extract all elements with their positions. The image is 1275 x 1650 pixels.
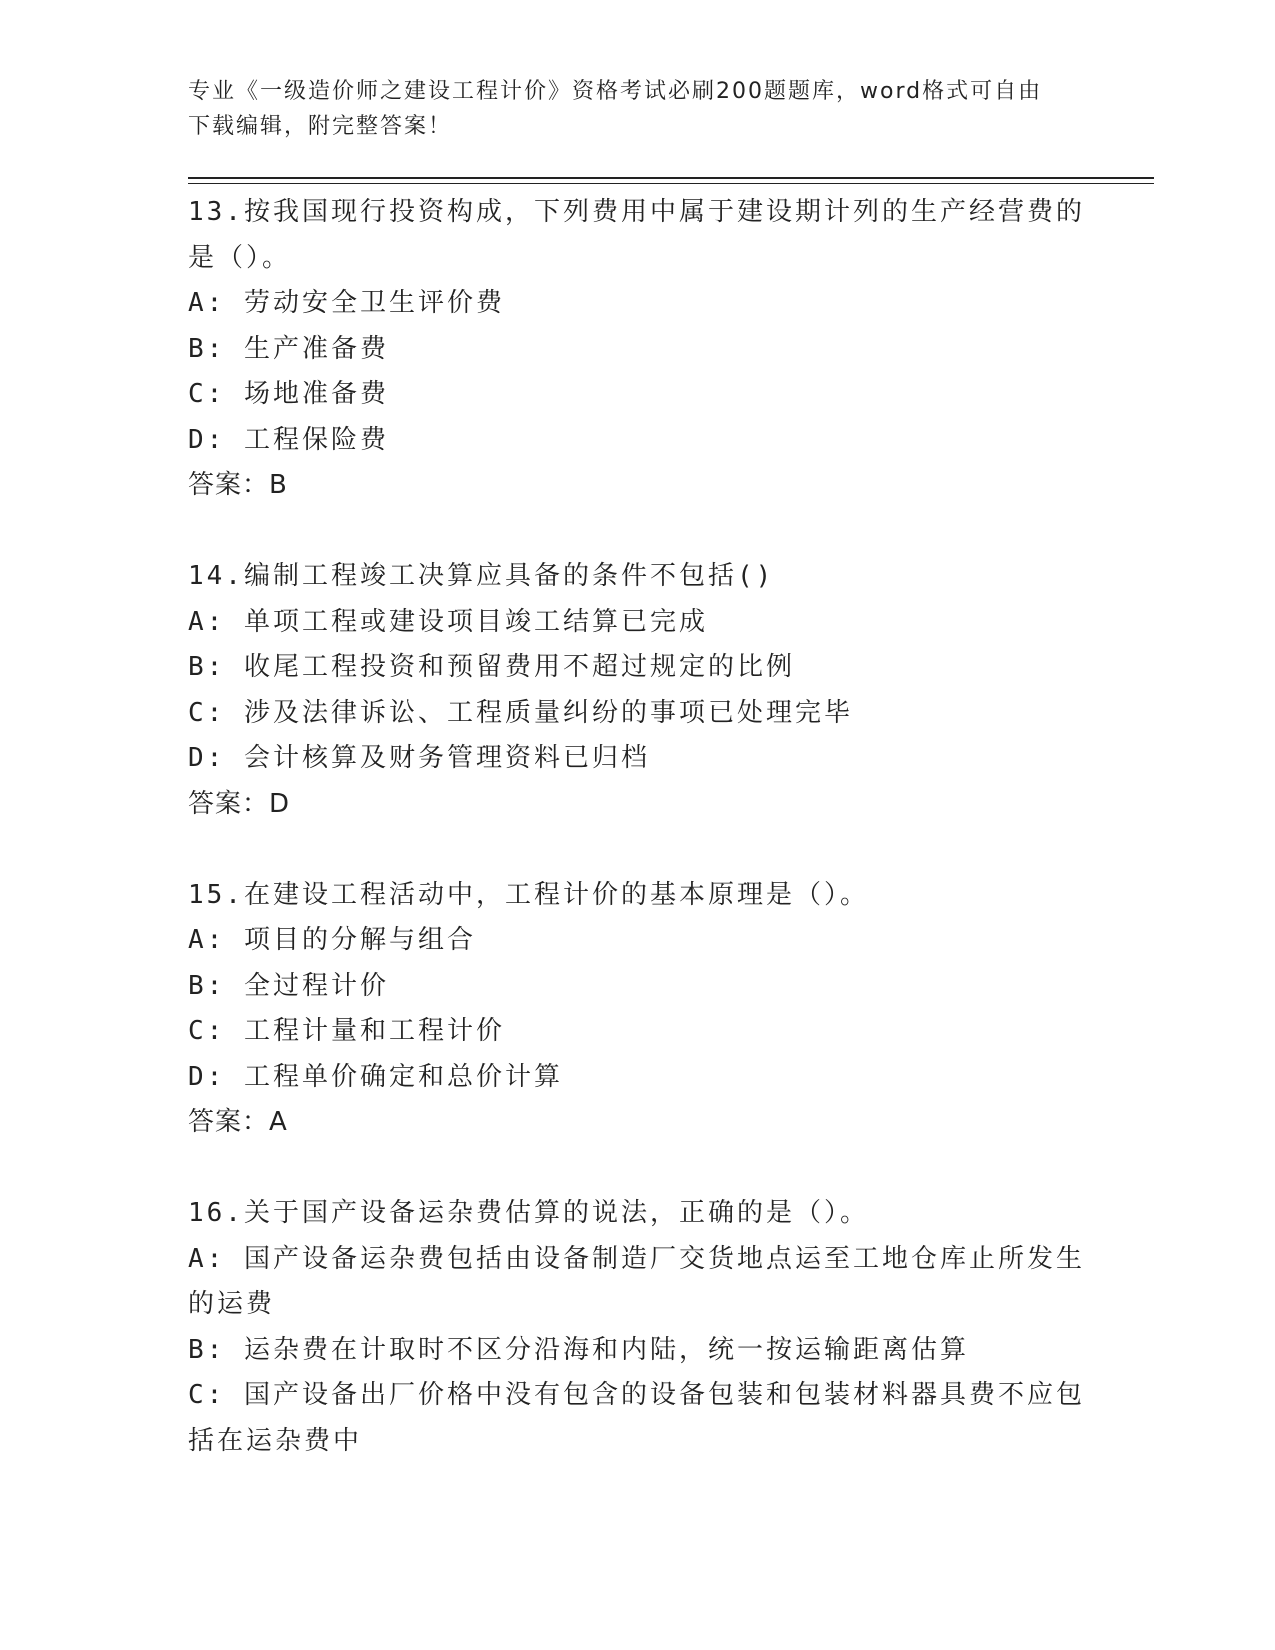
option-d: D: 工程保险费 [188,424,389,455]
question-stem: 13.按我国现行投资构成，下列费用中属于建设期计列的生产经营费的 [188,197,1085,227]
header-divider-thin [188,183,1154,184]
question-stem-cont: 是（）。 [188,242,292,273]
answer: 答案：B [188,470,288,500]
option-d: D: 工程单价确定和总价计算 [188,1061,563,1092]
option-a: A: 国产设备运杂费包括由设备制造厂交货地点运至工地仓库止所发生 [188,1243,1085,1274]
option-a: A: 劳动安全卫生评价费 [188,288,505,318]
document-header [188,74,1088,144]
header-line-1: 专业《一级造价师之建设工程计价》资格考试必刷200题题库，word格式可自由 [188,79,1043,104]
answer: 答案：A [188,1107,288,1137]
header-line-2: 下载编辑，附完整答案！ [188,114,453,139]
option-b: B: 收尾工程投资和预留费用不超过规定的比例 [188,652,795,682]
option-c: C: 国产设备出厂价格中没有包含的设备包装和包装材料器具费不应包 [188,1380,1085,1410]
question-15 [188,873,1088,1146]
spacer [188,1146,1088,1192]
option-b: B: 全过程计价 [188,970,389,1001]
option-c: C: 涉及法律诉讼、工程质量纠纷的事项已处理完毕 [188,697,853,728]
spacer [188,827,1088,873]
spacer [188,509,1088,555]
option-a: A: 项目的分解与组合 [188,925,476,955]
option-b: B: 运杂费在计取时不区分沿海和内陆，统一按运输距离估算 [188,1334,969,1365]
option-c: C: 场地准备费 [188,379,389,409]
header-divider-thick [188,177,1154,179]
question-16 [188,1191,1088,1464]
question-14 [188,554,1088,827]
option-d: D: 会计核算及财务管理资料已归档 [188,743,650,773]
question-list [188,190,1088,1464]
option-c-cont: 括在运杂费中 [188,1425,363,1456]
question-stem: 14.编制工程竣工决算应具备的条件不包括() [188,561,775,591]
question-stem: 15.在建设工程活动中，工程计价的基本原理是（）。 [188,879,869,910]
option-a: A: 单项工程或建设项目竣工结算已完成 [188,606,708,637]
option-b: B: 生产准备费 [188,333,389,364]
question-13 [188,190,1088,509]
option-a-cont: 的运费 [188,1289,276,1319]
option-c: C: 工程计量和工程计价 [188,1016,505,1046]
answer: 答案：D [188,788,291,819]
question-stem: 16.关于国产设备运杂费估算的说法，正确的是（）。 [188,1198,869,1228]
